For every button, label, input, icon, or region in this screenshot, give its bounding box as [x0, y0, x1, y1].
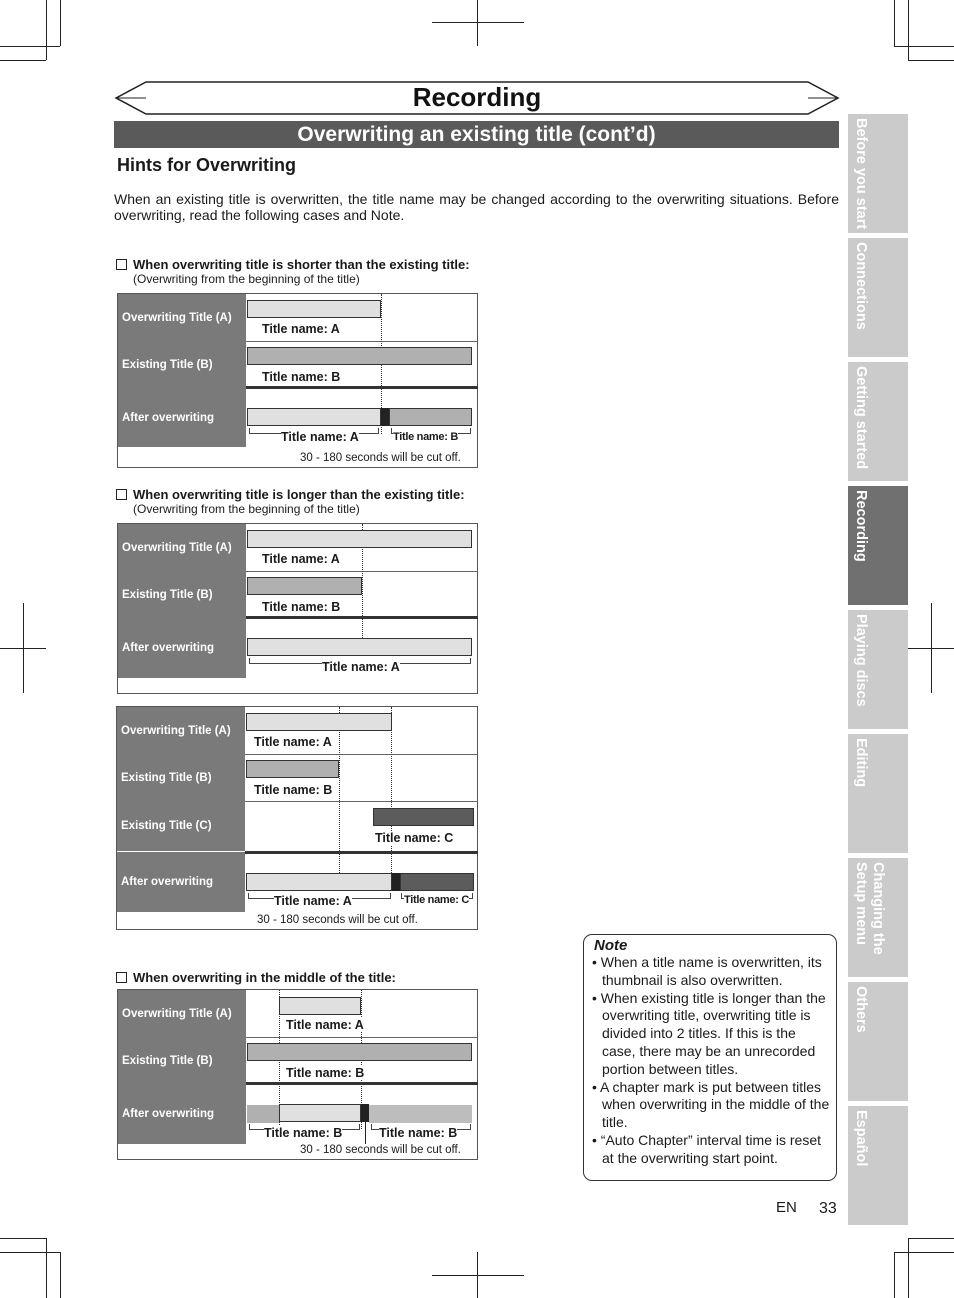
hints-heading: Hints for Overwriting	[117, 155, 297, 175]
row-label-overwriting: Overwriting Title (A)	[118, 294, 246, 341]
language-code: EN	[776, 1199, 797, 1216]
tab-espanol[interactable]	[848, 1106, 908, 1225]
row-label-overwriting: Overwriting Title (A)	[117, 707, 245, 754]
bar-after-b	[389, 408, 472, 426]
row-divider-thick	[246, 386, 478, 389]
diagram-longer	[117, 523, 478, 694]
tab-playing-discs[interactable]	[848, 610, 908, 729]
case-longer-heading	[116, 487, 465, 502]
checkbox-icon	[116, 489, 127, 500]
bar-title-b	[247, 1043, 472, 1061]
row-label-existing-b: Existing Title (B)	[117, 754, 245, 801]
diagram-shorter	[117, 293, 478, 468]
row-label-existing: Existing Title (B)	[118, 571, 246, 618]
diagram-middle	[117, 989, 478, 1160]
label-title-a: Title name: A	[286, 1018, 364, 1032]
tab-label: Getting started	[853, 366, 869, 470]
label-title-a: Title name: A	[262, 322, 340, 336]
bar-after-a	[247, 638, 472, 656]
cutoff-note: 30 - 180 seconds will be cut off.	[300, 452, 461, 464]
note-item: • When a title name is overwritten, its thumbnail is also overwritten.	[592, 954, 822, 988]
row-label-after: After overwriting	[117, 852, 245, 912]
label-title-b: Title name: B	[286, 1066, 365, 1080]
note-item: • A chapter mark is put between titles when overwriting in the middle of the title.	[592, 1078, 830, 1131]
note-list	[588, 954, 830, 1168]
tab-before-you-start[interactable]	[848, 114, 908, 233]
label-title-a: Title name: A	[254, 735, 332, 749]
bar-after-a	[279, 1104, 361, 1122]
page-title: Recording	[412, 82, 542, 112]
row-divider	[245, 801, 478, 802]
case-shorter-subheading: (Overwriting from the beginning of the title)	[133, 272, 360, 286]
note-box	[583, 934, 837, 1181]
label-title-c: Title name: C	[375, 831, 454, 845]
bar-after-b-end	[369, 1105, 472, 1123]
label-after-b1: Title name: B	[264, 1126, 343, 1140]
bar-after-c	[400, 873, 474, 891]
note-item-text: “Auto Chapter” interval time is reset at the overwriting start point.	[600, 1131, 821, 1166]
row-label-overwriting: Overwriting Title (A)	[118, 990, 246, 1037]
label-after-a: Title name: A	[274, 894, 352, 908]
chapter-mark	[381, 408, 389, 426]
bar-title-a	[247, 300, 381, 318]
bar-title-b	[246, 760, 339, 778]
label-title-a: Title name: A	[262, 552, 340, 566]
checkbox-icon	[116, 972, 127, 983]
row-label-existing: Existing Title (B)	[118, 341, 246, 388]
row-divider-thick	[245, 851, 478, 854]
tab-changing-setup-menu[interactable]	[848, 858, 908, 977]
chapter-mark-line	[365, 1122, 366, 1144]
row-label-after: After overwriting	[118, 1084, 246, 1144]
bar-title-c	[373, 808, 474, 826]
label-title-b: Title name: B	[262, 370, 341, 384]
note-item-text: A chapter mark is put between titles when overwriting in the middle of the title.	[600, 1078, 830, 1131]
row-divider-thick	[246, 1082, 478, 1085]
bar-after-a	[247, 408, 381, 426]
tab-editing[interactable]	[848, 734, 908, 853]
cutoff-note: 30 - 180 seconds will be cut off.	[257, 914, 418, 926]
tab-label: Recording	[853, 490, 869, 562]
row-label-after: After overwriting	[118, 388, 246, 447]
note-item: • “Auto Chapter” interval time is reset at the overwriting start point.	[592, 1131, 821, 1166]
case-middle-heading	[116, 970, 396, 985]
case-shorter-heading-text: When overwriting title is shorter than the existing title:	[133, 257, 470, 272]
row-label-existing: Existing Title (B)	[118, 1037, 246, 1084]
tab-recording[interactable]	[848, 486, 908, 605]
bar-after-b-start	[247, 1105, 279, 1123]
note-title: Note	[594, 937, 628, 954]
intro-paragraph: When an existing title is overwritten, the title name may be changed according to the overwriting situations. Before overwriting, read the following cases and Note.	[114, 191, 839, 223]
row-label-existing-c: Existing Title (C)	[117, 801, 245, 851]
bar-title-a	[247, 530, 472, 548]
boundary-line	[391, 707, 392, 873]
tab-label: Editing	[853, 738, 869, 788]
note-item-text: When existing title is longer than the overwriting title, overwriting title is divided into 2 titles. If this is the case, there may be an unrecorded portion between titles.	[600, 989, 826, 1077]
cutoff-note: 30 - 180 seconds will be cut off.	[300, 1144, 461, 1156]
page-number: 33	[819, 1200, 837, 1217]
note-item-text: When a title name is overwritten, its thumbnail is also overwritten.	[600, 954, 822, 988]
case-middle-heading-text: When overwriting in the middle of the title:	[133, 970, 396, 985]
label-title-b: Title name: B	[262, 600, 341, 614]
boundary-line	[339, 707, 340, 873]
tab-label: Playing discs	[853, 614, 869, 707]
row-label-after: After overwriting	[118, 618, 246, 678]
tab-label: Others	[853, 986, 869, 1033]
tab-getting-started[interactable]	[848, 362, 908, 481]
case-longer-subheading: (Overwriting from the beginning of the title)	[133, 502, 360, 516]
tab-others[interactable]	[848, 982, 908, 1101]
label-after-b: Title name: B	[393, 431, 458, 443]
row-divider	[246, 1037, 478, 1038]
bar-after-a	[246, 873, 392, 891]
checkbox-icon	[116, 259, 127, 270]
row-divider	[246, 341, 478, 342]
chapter-mark	[392, 873, 400, 891]
diagram-longer-three-titles	[116, 706, 478, 930]
bar-title-a	[246, 713, 392, 731]
bar-title-a	[279, 997, 361, 1015]
label-after-a: Title name: A	[281, 430, 359, 444]
chapter-mark	[361, 1104, 369, 1122]
case-shorter-heading	[116, 257, 470, 272]
tab-connections[interactable]	[848, 238, 908, 357]
row-label-overwriting: Overwriting Title (A)	[118, 524, 246, 571]
label-after-b2: Title name: B	[379, 1126, 458, 1140]
tab-label: Connections	[853, 242, 869, 330]
label-title-b: Title name: B	[254, 783, 333, 797]
case-longer-heading-text: When overwriting title is longer than the existing title:	[133, 487, 465, 502]
bar-title-b	[247, 577, 362, 595]
label-after-a: Title name: A	[322, 660, 400, 674]
tab-label: Español	[853, 1110, 869, 1167]
label-after-c: Title name: C	[404, 894, 469, 906]
section-title-bar: Overwriting an existing title (cont’d)	[114, 121, 839, 148]
row-divider	[245, 754, 478, 755]
bar-title-b	[247, 347, 472, 365]
note-item: • When existing title is longer than the overwriting title, overwriting title is divided into 2 titles. If this is the case, there may be an unrecorded portion between titles.	[592, 989, 826, 1077]
tab-label: Before you start	[853, 118, 869, 230]
tab-label: Changing the Setup menu	[853, 862, 886, 955]
